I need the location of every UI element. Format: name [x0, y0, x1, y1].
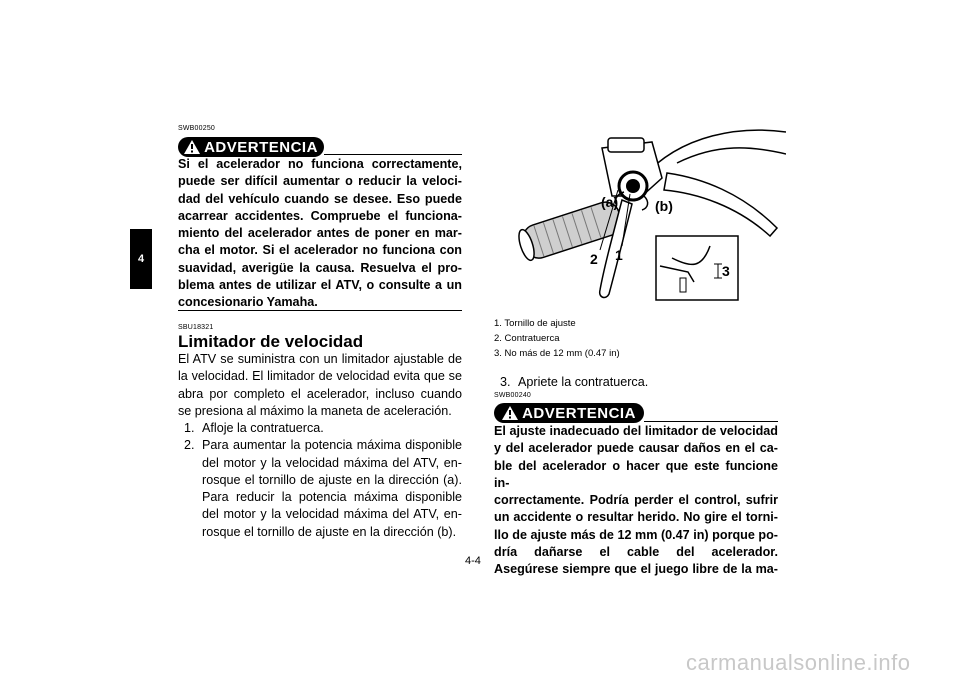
step-number: 1.	[184, 421, 195, 435]
step-line: rosque el tornillo de ajuste en la dirección (a).	[202, 472, 462, 487]
section-title: Limitador de velocidad	[178, 332, 364, 351]
warning-text	[178, 156, 462, 312]
warning-line: miento del acelerador antes de poner en mar-	[178, 226, 462, 241]
throttle-limiter-illustration	[492, 118, 786, 304]
warning-line: dría dañarse el cable del acelerador.	[494, 545, 778, 560]
step-number: 2.	[184, 438, 195, 453]
steps-list	[184, 420, 462, 541]
warning-line: ble del acelerador o hacer que este funcione in-	[494, 458, 778, 490]
step-number: 3.	[500, 375, 511, 389]
section-code: SBU18321	[178, 324, 214, 331]
warning-line: Si el acelerador no funciona correctamente,	[178, 157, 462, 171]
label-1: 1	[615, 247, 623, 263]
label-b: (b)	[655, 198, 673, 214]
warning-line: correctamente. Podría perder el control, sufrir	[494, 493, 778, 508]
warning-line: y del acelerador puede causar daños en el ca-	[494, 441, 778, 456]
label-3: 3	[722, 263, 730, 279]
warning-top-rule	[324, 154, 462, 155]
figure-captions	[494, 316, 774, 361]
intro-line: se presiona al máximo la maneta de aceleración.	[178, 403, 452, 418]
warning-top-rule	[644, 421, 778, 422]
warning-line: blema antes de utilizar el ATV, o consulte a un	[178, 278, 462, 293]
step-line: del motor y la velocidad máxima del ATV, en-	[202, 455, 462, 470]
warning-line: un accidente o resultar herido. No gire el torni-	[494, 510, 778, 525]
step-line: rosque el tornillo de ajuste en la dirección (b).	[202, 524, 457, 539]
arrow-b	[642, 196, 648, 210]
warning-label: ADVERTENCIA	[204, 138, 318, 156]
warning-text	[494, 423, 778, 579]
warning-line: puede ser difícil aumentar o reducir la veloci-	[178, 174, 462, 189]
warning-line: El ajuste inadecuado del limitador de velocidad	[494, 424, 778, 438]
label-a: (a)	[601, 194, 619, 210]
step-item	[500, 374, 778, 391]
step-item	[184, 420, 462, 437]
brake-cable	[677, 148, 786, 163]
lever-outline	[664, 173, 777, 236]
step-line: Apriete la contratuerca.	[518, 375, 649, 389]
warning-line: suavidad, averigüe la causa. Resuelva el pro-	[178, 260, 462, 275]
page-number: 4-4	[465, 555, 481, 567]
warning-line: dad del vehículo cuando se desee. Eso puede	[178, 191, 462, 206]
warning-line: acarrear accidentes. Compruebe el funciona-	[178, 208, 462, 223]
warning-triangle-icon	[502, 406, 518, 420]
reservoir-cap	[608, 138, 644, 152]
caption-item: 1. Tornillo de ajuste	[494, 318, 576, 329]
chapter-number: 4	[137, 253, 145, 265]
footer-domain: carmanualsonline.info	[686, 650, 911, 675]
step-line: Para aumentar la potencia máxima disponible	[202, 438, 462, 453]
label-2: 2	[590, 251, 598, 267]
inset-screw	[680, 278, 686, 292]
step-line: del motor y la velocidad máxima del ATV, en-	[202, 507, 462, 522]
intro-paragraph	[178, 351, 462, 420]
step-line: Afloje la contratuerca.	[202, 421, 324, 435]
intro-line: El ATV se suministra con un limitador ajustable de	[178, 352, 462, 366]
intro-line: la velocidad. El limitador de velocidad evita que se	[178, 369, 462, 384]
step-line: Para reducir la potencia máxima disponible	[202, 490, 462, 505]
warning-label: ADVERTENCIA	[522, 404, 636, 422]
caption-item: 3. No más de 12 mm (0.47 in)	[494, 348, 620, 359]
warning-code: SWB00250	[178, 125, 216, 132]
chapter-tab	[130, 229, 152, 289]
intro-line: abra por completo el acelerador, incluso cuando	[178, 386, 462, 401]
warning-code: SWB00240	[494, 392, 532, 399]
step-item	[184, 437, 462, 541]
warning-line: cha el motor. Si el acelerador no funciona con	[178, 243, 462, 258]
warning-bottom-rule	[178, 310, 462, 311]
warning-badge	[178, 137, 324, 157]
warning-line: concesionario Yamaha.	[178, 295, 318, 310]
warning-line: llo de ajuste más de 12 mm (0.47 in) porque po-	[494, 527, 778, 542]
adjusting-screw	[626, 179, 640, 193]
warning-badge	[494, 403, 644, 423]
caption-item: 2. Contratuerca	[494, 333, 560, 344]
throttle-cable	[642, 130, 786, 178]
warning-line: Asegúrese siempre que el juego libre de la ma-	[494, 562, 778, 577]
warning-triangle-icon	[184, 140, 200, 154]
